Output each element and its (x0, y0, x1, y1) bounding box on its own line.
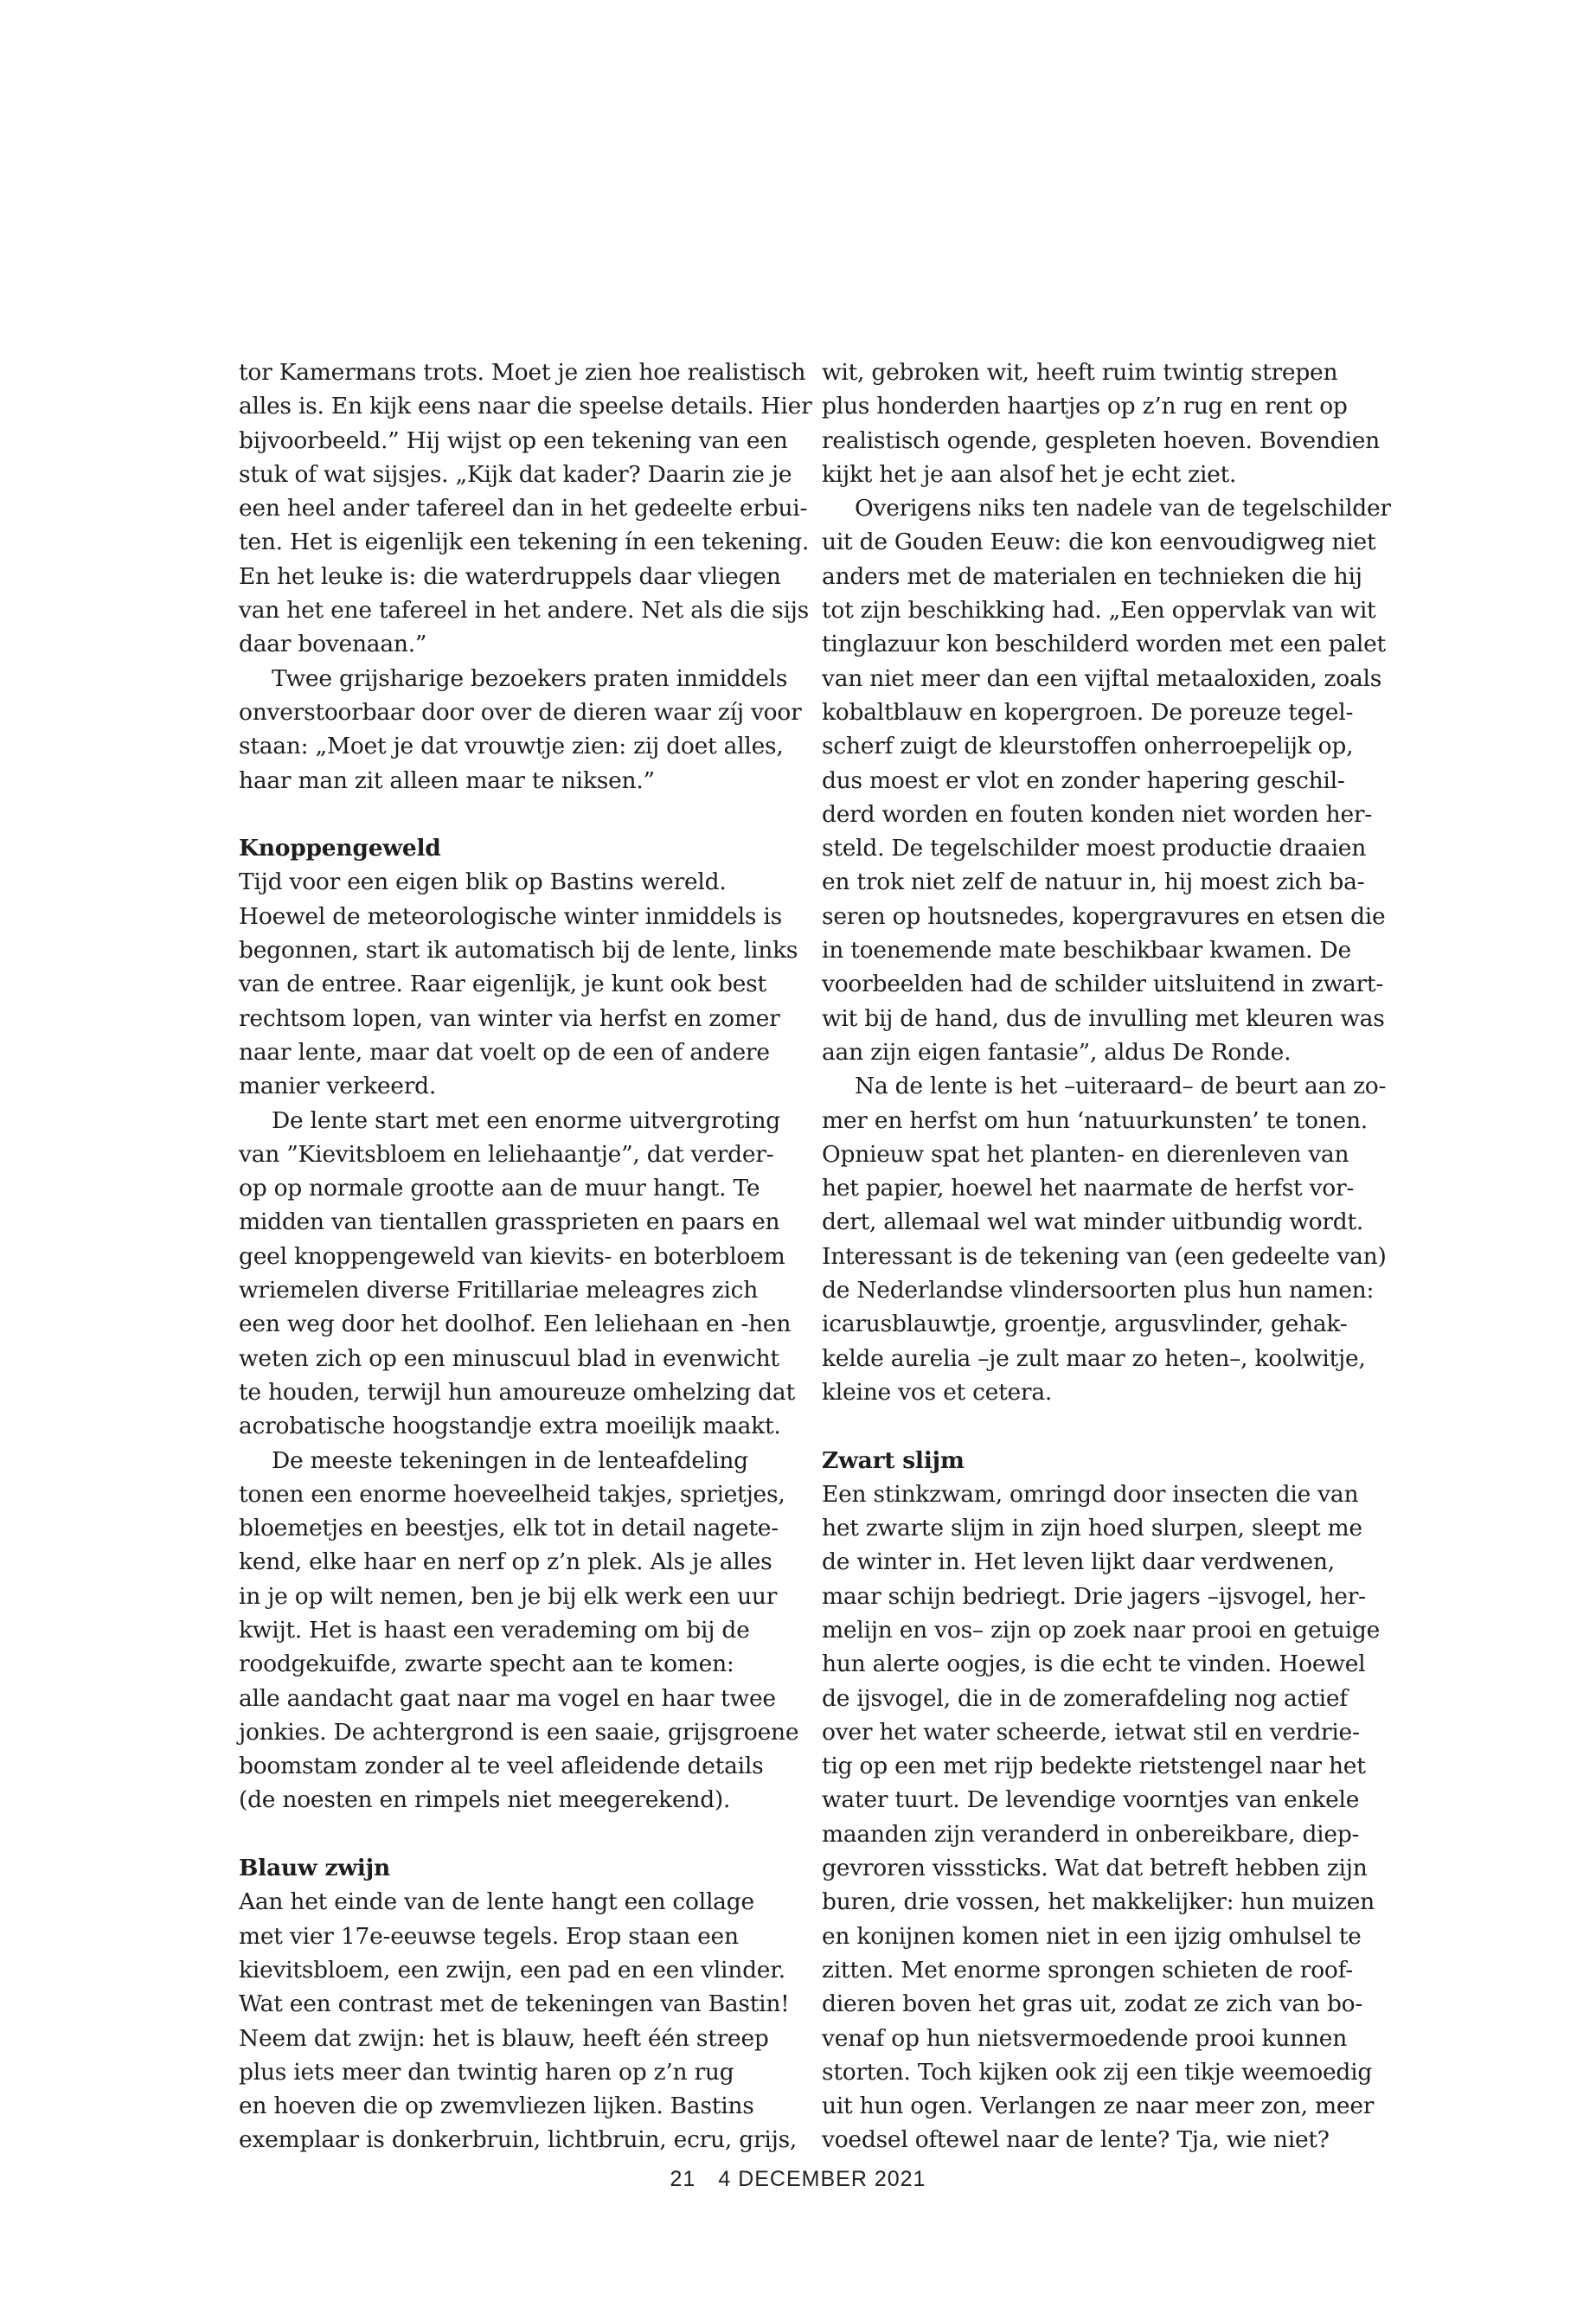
text-line: aan zijn eigen fantasie”, aldus De Ronde. (822, 1038, 1292, 1066)
text-line: venaf op hun nietsvermoedende prooi kunnen (822, 2024, 1348, 2052)
text-line: (de noesten en rimpels niet meegerekend). (239, 1786, 731, 1814)
text-line: steld. De tegelschilder moest productie draaien (822, 835, 1367, 862)
text-line: in je op wilt nemen, ben je bij elk werk een uur (239, 1582, 778, 1610)
text-line: dus moest er vlot en zonder hapering geschil- (822, 766, 1345, 794)
text-line: midden van tientallen grassprieten en paars en (239, 1208, 780, 1236)
page-footer (0, 2167, 1596, 2192)
text-line: kijkt het je aan alsof het je echt ziet. (822, 460, 1237, 488)
text-line: kievitsbloem, een zwijn, een pad en een vlinder. (239, 1956, 785, 1984)
text-line: realistisch ogende, gespleten hoeven. Bovendien (822, 426, 1380, 454)
text-line: te houden, terwijl hun amoureuze omhelzing dat (239, 1378, 795, 1406)
text-line: kelde aurelia –je zult maar zo heten–, koolwitje, (822, 1344, 1366, 1372)
text-line: over het water scheerde, ietwat stil en verdrie- (822, 1718, 1360, 1746)
text-line: de ijsvogel, die in de zomerafdeling nog actief (822, 1684, 1348, 1712)
text-line: begonnen, start ik automatisch bij de lente, links (239, 937, 798, 965)
text-line: gevroren visssticks. Wat dat betreft hebben zijn (822, 1855, 1368, 1882)
text-line: tot zijn beschikking had. „Een oppervlak van wit (822, 597, 1376, 625)
paragraph-gap (239, 798, 784, 831)
text-line: kleine vos et cetera. (822, 1378, 1053, 1406)
text-line: Opnieuw spat het planten- en dierenleven van (822, 1140, 1349, 1168)
text-line: alles is. En kijk eens naar die speelse details. Hier (239, 393, 812, 420)
paragraph-first-line: De lente start met een enorme uitvergroting (272, 1106, 780, 1134)
text-line: in toenemende mate beschikbaar kwamen. De (822, 937, 1351, 965)
text-line: op op normale grootte aan de muur hangt. Te (239, 1175, 760, 1202)
text-line: bloemetjes en beestjes, elk tot in detail nagete- (239, 1515, 779, 1542)
text-line: manier verkeerd. (239, 1073, 437, 1100)
paragraph-gap (239, 1817, 784, 1851)
text-line: Aan het einde van de lente hangt een collage (239, 1888, 754, 1916)
text-line: voorbeelden had de schilder uitsluitend in zwart- (822, 971, 1384, 998)
paragraph-first-line: Twee grijsharige bezoekers praten inmiddels (272, 664, 788, 692)
text-line: mer en herfst om hun ‘natuurkunsten’ te tonen. (822, 1106, 1368, 1134)
text-line: jonkies. De achtergrond is een saaie, grijsgroene (239, 1718, 799, 1746)
text-line: exemplaar is donkerbruin, lichtbruin, ecru, grijs, (239, 2126, 798, 2154)
text-line: staan: „Moet je dat vrouwtje zien: zij doet alles, (239, 733, 784, 760)
page-number: 21 (670, 2167, 696, 2191)
section-heading: Zwart slijm (822, 1446, 965, 1474)
left-column (239, 356, 812, 2157)
text-line: derd worden en fouten konden niet worden her- (822, 800, 1373, 828)
text-line: ten. Het is eigenlijk een tekening ín een tekening. (239, 529, 810, 556)
text-line: wit bij de hand, dus de invulling met kleuren was (822, 1004, 1385, 1032)
text-line: van ”Kievitsbloem en leliehaantje”, dat verder- (239, 1140, 774, 1168)
text-line: Interessant is de tekening van (een gedeelte van) (822, 1242, 1387, 1270)
text-line: en trok niet zelf de natuur in, hij moest zich ba- (822, 868, 1365, 896)
text-line: uit hun ogen. Verlangen ze naar meer zon, meer (822, 2093, 1375, 2120)
text-line: storten. Toch kijken ook zij een tikje weemoedig (822, 2058, 1373, 2086)
text-line: Neem dat zwijn: het is blauw, heeft één streep (239, 2024, 769, 2052)
paragraph-gap (822, 1409, 1367, 1443)
text-line: kwijt. Het is haast een verademing om bij de (239, 1616, 750, 1644)
text-line: boomstam zonder al te veel afleidende details (239, 1753, 764, 1780)
publication-date: 4 DECEMBER 2021 (718, 2167, 926, 2191)
text-line: icarusblauwtje, groentje, argusvlinder, gehak- (822, 1311, 1348, 1338)
text-line: roodgekuifde, zwarte specht aan te komen: (239, 1650, 734, 1678)
text-line: een heel ander tafereel dan in het gedeelte erbui- (239, 495, 808, 522)
text-line: tinglazuur kon beschilderd worden met een palet (822, 631, 1386, 658)
text-line: tonen een enorme hoeveelheid takjes, sprietjes, (239, 1480, 785, 1508)
text-line: plus iets meer dan twintig haren op z’n rug (239, 2058, 734, 2086)
text-line: van niet meer dan een vijftal metaaloxiden, zoals (822, 664, 1382, 692)
text-line: haar man zit alleen maar te niksen.” (239, 766, 655, 794)
text-line: van de entree. Raar eigenlijk, je kunt ook best (239, 971, 766, 998)
text-line: het zwarte slijm in zijn hoed slurpen, sleept me (822, 1515, 1362, 1542)
text-line: het papier, hoewel het naarmate de herfst vor- (822, 1175, 1355, 1202)
text-line: Een stinkzwam, omringd door insecten die van (822, 1480, 1359, 1508)
text-line: Wat een contrast met de tekeningen van Bastin! (239, 1990, 790, 2018)
text-line: water tuurt. De levendige voorntjes van enkele (822, 1786, 1360, 1814)
text-line: rechtsom lopen, van winter via herfst en zomer (239, 1004, 780, 1032)
text-line: zitten. Met enorme sprongen schieten de roof- (822, 1956, 1353, 1984)
text-line: Tijd voor een eigen blik op Bastins wereld. (239, 868, 727, 896)
text-line: en hoeven die op zwemvliezen lijken. Bastins (239, 2093, 754, 2120)
text-line: alle aandacht gaat naar ma vogel en haar twee (239, 1684, 776, 1712)
text-line: geel knoppengeweld van kievits- en boterbloem (239, 1242, 785, 1270)
text-line: melijn en vos– zijn op zoek naar prooi en getuige (822, 1616, 1381, 1644)
paragraph-first-line: De meeste tekeningen in de lenteafdeling (272, 1446, 748, 1474)
section-heading: Blauw zwijn (239, 1855, 390, 1882)
section-heading: Knoppengeweld (239, 835, 441, 862)
text-line: de Nederlandse vlindersoorten plus hun namen: (822, 1277, 1375, 1304)
text-line: tig op een met rijp bedekte rietstengel naar het (822, 1753, 1366, 1780)
text-line: van het ene tafereel in het andere. Net als die sijs (239, 597, 809, 625)
text-line: maar schijn bedriegt. Drie jagers –ijsvogel, her- (822, 1582, 1366, 1610)
text-line: dieren boven het gras uit, zodat ze zich van bo- (822, 1990, 1363, 2018)
text-line: maanden zijn veranderd in onbereikbare, diep- (822, 1820, 1360, 1848)
text-line: seren op houtsnedes, kopergravures en etsen die (822, 902, 1386, 930)
text-line: en konijnen komen niet in een ijzig omhulsel te (822, 1922, 1362, 1950)
text-line: daar bovenaan.” (239, 631, 427, 658)
text-line: plus honderden haartjes op z’n rug en rent op (822, 393, 1348, 420)
text-line: een weg door het doolhof. Een leliehaan en -hen (239, 1311, 792, 1338)
text-line: wit, gebroken wit, heeft ruim twintig strepen (822, 359, 1338, 386)
text-line: onverstoorbaar door over de dieren waar zíj voor (239, 698, 802, 726)
text-line: met vier 17e-eeuwse tegels. Erop staan een (239, 1922, 739, 1950)
text-line: dert, allemaal wel wat minder uitbundig wordt. (822, 1208, 1364, 1236)
text-line: buren, drie vossen, het makkelijker: hun muizen (822, 1888, 1375, 1916)
text-line: voedsel oftewel naar de lente? Tja, wie niet? (822, 2126, 1330, 2154)
text-line: tor Kamermans trots. Moet je zien hoe realistisch (239, 359, 806, 386)
text-line: bijvoorbeeld.” Hij wijst op een tekening van een (239, 426, 788, 454)
text-line: En het leuke is: die waterdruppels daar vliegen (239, 562, 781, 590)
text-line: kend, elke haar en nerf op z’n plek. Als je alles (239, 1548, 772, 1576)
text-line: scherf zuigt de kleurstoffen onherroepelijk op, (822, 733, 1354, 760)
paragraph-first-line: Overigens niks ten nadele van de tegelschilder (855, 495, 1391, 522)
text-line: uit de Gouden Eeuw: die kon eenvoudigweg niet (822, 529, 1376, 556)
text-line: naar lente, maar dat voelt op de een of andere (239, 1038, 770, 1066)
text-line: weten zich op een minuscuul blad in evenwicht (239, 1344, 779, 1372)
text-line: acrobatische hoogstandje extra moeilijk maakt. (239, 1413, 781, 1440)
text-line: kobaltblauw en kopergroen. De poreuze tegel- (822, 698, 1354, 726)
right-column (822, 356, 1391, 2157)
text-line: hun alerte oogjes, is die echt te vinden. Hoewel (822, 1650, 1366, 1678)
text-line: anders met de materialen en technieken die hij (822, 562, 1362, 590)
text-line: stuk of wat sijsjes. „Kijk dat kader? Daarin zie je (239, 460, 792, 488)
paragraph-first-line: Na de lente is het –uiteraard– de beurt aan zo- (855, 1073, 1387, 1100)
text-line: wriemelen diverse Fritillariae meleagres zich (239, 1277, 759, 1304)
text-line: de winter in. Het leven lijkt daar verdwenen, (822, 1548, 1335, 1576)
text-line: Hoewel de meteorologische winter inmiddels is (239, 902, 783, 930)
